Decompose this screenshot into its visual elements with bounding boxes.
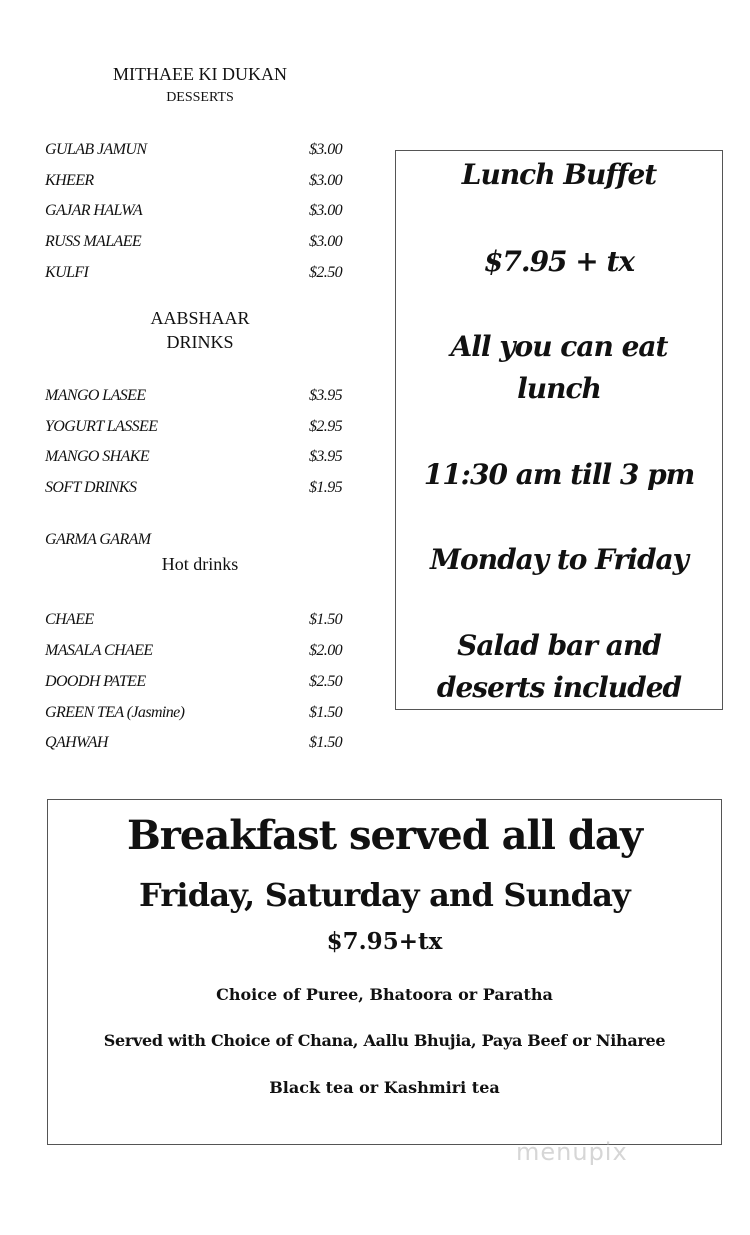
lunch-buffet-desc-line1: All you can eat bbox=[450, 330, 668, 363]
menu-item-masala-chaee bbox=[45, 642, 345, 666]
menu-item-russ-malaee bbox=[45, 233, 345, 257]
item-name: YOGURT LASSEE bbox=[45, 418, 158, 435]
breakfast-tea: Black tea or Kashmiri tea bbox=[269, 1078, 500, 1097]
lunch-buffet-extras-line1: Salad bar and bbox=[457, 629, 661, 662]
item-name: KHEER bbox=[45, 172, 94, 189]
item-price: $3.95 bbox=[309, 387, 343, 404]
item-price: $1.50 bbox=[309, 611, 343, 628]
lunch-buffet-desc-line2: lunch bbox=[517, 372, 601, 405]
item-name: GAJAR HALWA bbox=[45, 202, 142, 219]
menu-item-qahwah bbox=[45, 734, 345, 758]
item-name: SOFT DRINKS bbox=[45, 479, 137, 496]
item-price: $1.50 bbox=[309, 704, 343, 721]
menu-item-doodh-patee bbox=[45, 673, 345, 697]
item-price: $3.00 bbox=[309, 141, 343, 158]
item-name: GREEN TEA (Jasmine) bbox=[45, 704, 185, 721]
drinks-title: AABSHAAR bbox=[150, 308, 250, 328]
item-price: $2.95 bbox=[309, 418, 343, 435]
breakfast-title: Breakfast served all day bbox=[126, 812, 642, 859]
item-price: $3.95 bbox=[309, 448, 343, 465]
lunch-buffet-title: Lunch Buffet bbox=[461, 158, 657, 191]
desserts-title: MITHAEE KI DUKAN bbox=[113, 64, 287, 84]
item-name: DOODH PATEE bbox=[45, 673, 146, 690]
lunch-buffet-price: $7.95 + tx bbox=[483, 245, 635, 278]
lunch-buffet-box bbox=[395, 150, 723, 710]
item-price: $1.95 bbox=[309, 479, 343, 496]
menu-item-gajar-halwa bbox=[45, 202, 345, 226]
item-price: $3.00 bbox=[309, 202, 343, 219]
menu-item-mango-lasee bbox=[45, 387, 345, 411]
menu-item-kheer bbox=[45, 172, 345, 196]
breakfast-served-with: Served with Choice of Chana, Aallu Bhujia, Paya Beef or Niharee bbox=[103, 1031, 666, 1050]
item-price: $2.50 bbox=[309, 264, 343, 281]
menu-item-yogurt-lassee bbox=[45, 418, 345, 442]
hot-drinks-title: GARMA GARAM bbox=[45, 531, 151, 548]
item-price: $2.00 bbox=[309, 642, 343, 659]
breakfast-days: Friday, Saturday and Sunday bbox=[139, 876, 630, 914]
item-name: MASALA CHAEE bbox=[45, 642, 153, 659]
breakfast-choice: Choice of Puree, Bhatoora or Paratha bbox=[216, 985, 553, 1004]
menu-item-chaee bbox=[45, 611, 345, 635]
menu-item-green-tea bbox=[45, 704, 345, 728]
item-name: QAHWAH bbox=[45, 734, 108, 751]
item-name: RUSS MALAEE bbox=[45, 233, 142, 250]
menu-item-gulab-jamun bbox=[45, 141, 345, 165]
lunch-buffet-extras-line2: deserts included bbox=[436, 671, 682, 704]
item-name: GULAB JAMUN bbox=[45, 141, 147, 158]
item-price: $3.00 bbox=[309, 233, 343, 250]
item-name: CHAEE bbox=[45, 611, 94, 628]
item-name: MANGO SHAKE bbox=[45, 448, 150, 465]
menu-item-soft-drinks bbox=[45, 479, 345, 503]
breakfast-box bbox=[47, 799, 722, 1145]
item-price: $2.50 bbox=[309, 673, 343, 690]
menupix-watermark: menupix bbox=[516, 1138, 628, 1166]
item-name: MANGO LASEE bbox=[45, 387, 146, 404]
menu-item-kulfi bbox=[45, 264, 345, 288]
item-price: $3.00 bbox=[309, 172, 343, 189]
lunch-buffet-days: Monday to Friday bbox=[430, 543, 688, 576]
desserts-subtitle: DESSERTS bbox=[166, 90, 234, 105]
item-price: $1.50 bbox=[309, 734, 343, 751]
breakfast-price: $7.95+tx bbox=[326, 928, 443, 955]
menu-item-mango-shake bbox=[45, 448, 345, 472]
item-name: KULFI bbox=[45, 264, 89, 281]
hot-drinks-subtitle: Hot drinks bbox=[161, 554, 239, 574]
lunch-buffet-hours: 11:30 am till 3 pm bbox=[423, 458, 695, 491]
drinks-subtitle: DRINKS bbox=[166, 332, 234, 352]
